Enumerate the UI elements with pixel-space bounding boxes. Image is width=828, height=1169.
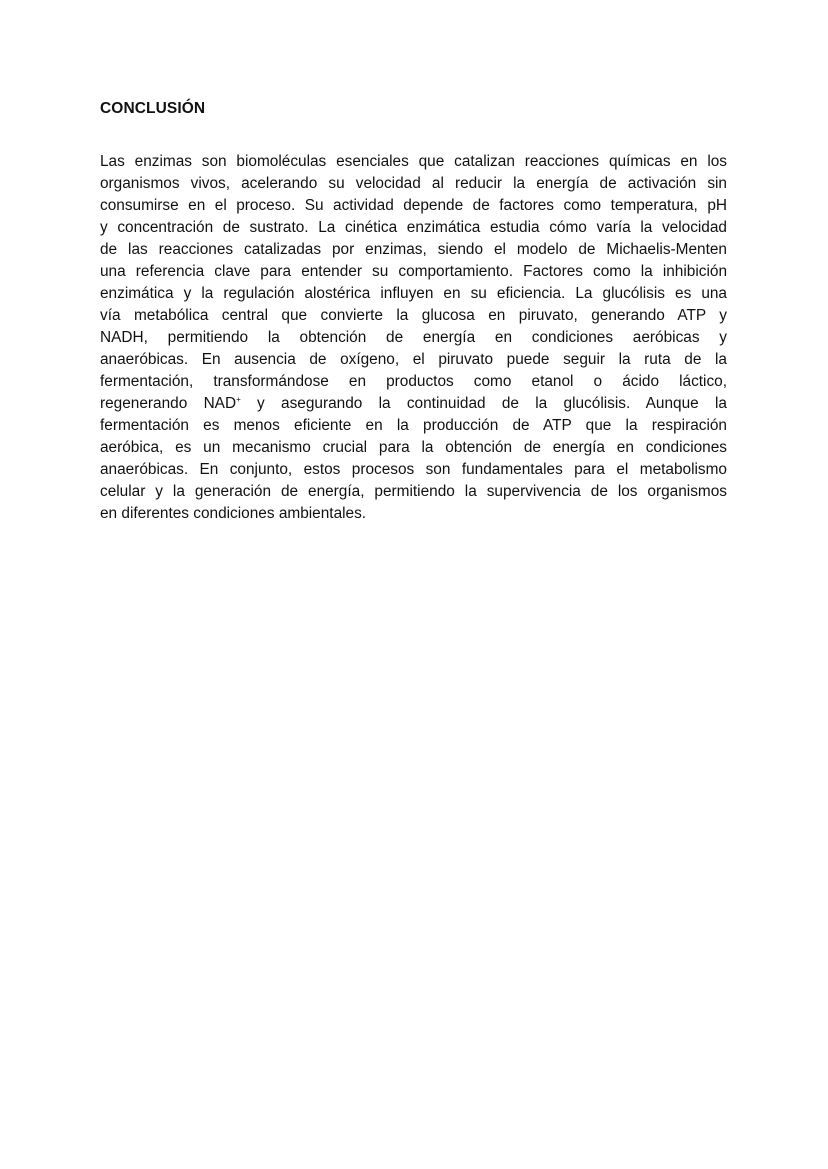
paragraph-line: una referencia clave para entender su comportamiento. Factores como la inhibición [100, 263, 727, 280]
paragraph-line: Las enzimas son biomoléculas esenciales que catalizan reacciones químicas en los [100, 153, 727, 170]
paragraph-line: fermentación es menos eficiente en la producción de ATP que la respiración [100, 417, 727, 434]
line-text-before: regenerando NAD [100, 395, 237, 412]
paragraph-line: organismos vivos, acelerando su velocidad al reducir la energía de activación sin [100, 175, 727, 192]
paragraph-line: y concentración de sustrato. La cinética enzimática estudia cómo varía la velocidad [100, 219, 727, 236]
paragraph-line: NADH, permitiendo la obtención de energía en condiciones aeróbicas y [100, 329, 727, 346]
paragraph-line: consumirse en el proceso. Su actividad depende de factores como temperatura, pH [100, 197, 727, 214]
paragraph-line: anaeróbicas. En ausencia de oxígeno, el piruvato puede seguir la ruta de la [100, 351, 727, 368]
paragraph-line: aeróbica, es un mecanismo crucial para la obtención de energía en condiciones [100, 439, 727, 456]
paragraph-line: anaeróbicas. En conjunto, estos procesos son fundamentales para el metabolismo [100, 461, 727, 478]
paragraph-line: de las reacciones catalizadas por enzimas, siendo el modelo de Michaelis-Menten [100, 241, 727, 258]
section-heading: CONCLUSIÓN [100, 100, 206, 117]
paragraph-line: enzimática y la regulación alostérica influyen en su eficiencia. La glucólisis es una [100, 285, 727, 302]
conclusion-paragraph [100, 151, 727, 525]
paragraph-line: vía metabólica central que convierte la glucosa en piruvato, generando ATP y [100, 307, 727, 324]
superscript-plus: + [236, 395, 241, 404]
paragraph-line: fermentación, transformándose en productos como etanol o ácido láctico, [100, 373, 727, 390]
paragraph-line-with-superscript [100, 393, 727, 415]
paragraph-line: en diferentes condiciones ambientales. [100, 505, 367, 522]
paragraph-line: celular y la generación de energía, permitiendo la supervivencia de los organismos [100, 483, 727, 500]
line-text-after: y asegurando la continuidad de la glucólisis. Aunque la [240, 395, 727, 412]
